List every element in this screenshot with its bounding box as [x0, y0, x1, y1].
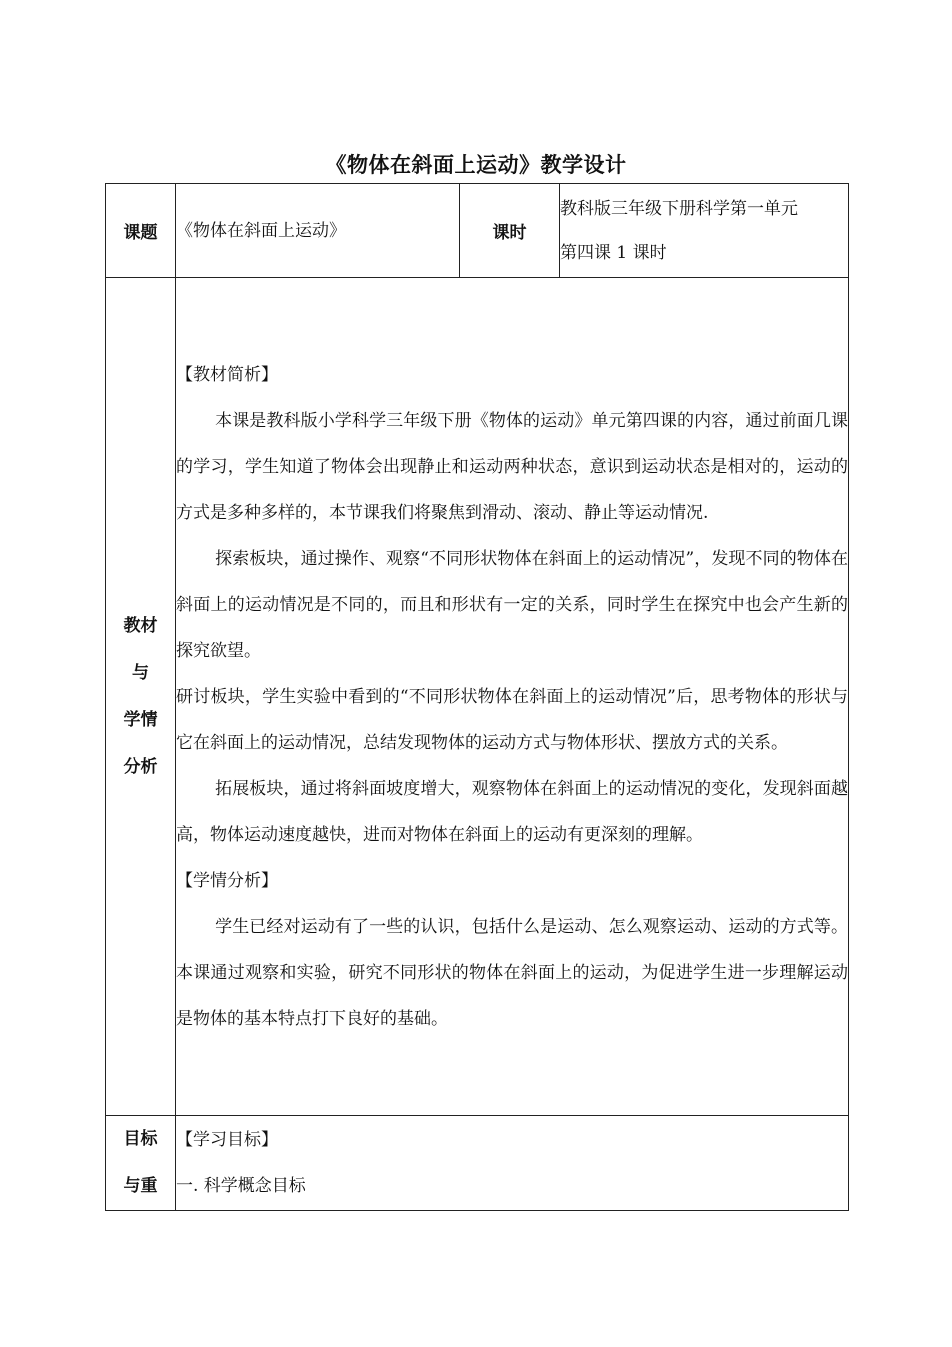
lesson-plan-table	[105, 183, 849, 1211]
student-heading: 【学情分析】	[176, 870, 278, 891]
goals-content	[176, 1116, 849, 1211]
header-row	[106, 184, 849, 278]
period-value	[560, 184, 849, 278]
textbook-paragraph: 探索板块，通过操作、观察“不同形状物体在斜面上的运动情况”，发现不同的物体在斜面上的运动情况是不同的，而且和形状有一定的关系，同时学生在探究中也会产生新的探究欲望。	[176, 548, 848, 661]
discussion-paragraph: 研讨板块，学生实验中看到的“不同形状物体在斜面上的运动情况”后，思考物体的形状与它在斜面上的运动情况，总结发现物体的运动方式与物体形状、摆放方式的关系。	[176, 686, 848, 753]
goals-heading: 【学习目标】	[176, 1130, 278, 1150]
analysis-label-line: 与	[132, 662, 149, 683]
textbook-heading: 【教材简析】	[176, 364, 278, 385]
student-paragraph: 学生已经对运动有了一些的认识，包括什么是运动、怎么观察运动、运动的方式等。本课通过观察和实验，研究不同形状的物体在斜面上的运动，为促进学生进一步理解运动是物体的基本特点打下良好的基础。	[176, 916, 848, 1029]
analysis-label	[106, 278, 176, 1116]
topic-label: 课题	[106, 184, 176, 278]
period-value-line2: 第四课 1 课时	[560, 242, 667, 263]
period-value-line1: 教科版三年级下册科学第一单元	[560, 198, 798, 219]
goals-label-line: 与重	[123, 1176, 158, 1196]
topic-value: 《物体在斜面上运动》	[176, 184, 460, 278]
analysis-label-line: 教材	[123, 615, 158, 636]
analysis-row	[106, 278, 849, 1116]
goals-label-line: 目标	[123, 1129, 158, 1149]
textbook-paragraph: 本课是教科版小学科学三年级下册《物体的运动》单元第四课的内容，通过前面几课的学习，学生知道了物体会出现静止和运动两种状态，意识到运动状态是相对的，运动的方式是多种多样的，本节课我们将聚焦到滑动、滚动、静止等运动情况.	[176, 410, 848, 523]
goals-item: 一. 科学概念目标	[176, 1176, 306, 1196]
goals-label	[106, 1116, 176, 1211]
analysis-content	[176, 278, 849, 1116]
analysis-label-line: 学情	[123, 709, 158, 730]
period-label: 课时	[460, 184, 560, 278]
goals-row	[106, 1116, 849, 1211]
page-title: 《物体在斜面上运动》教学设计	[325, 152, 627, 177]
analysis-label-line: 分析	[123, 756, 158, 777]
extension-paragraph: 拓展板块，通过将斜面坡度增大，观察物体在斜面上的运动情况的变化，发现斜面越高，物体运动速度越快，进而对物体在斜面上的运动有更深刻的理解。	[176, 778, 848, 845]
